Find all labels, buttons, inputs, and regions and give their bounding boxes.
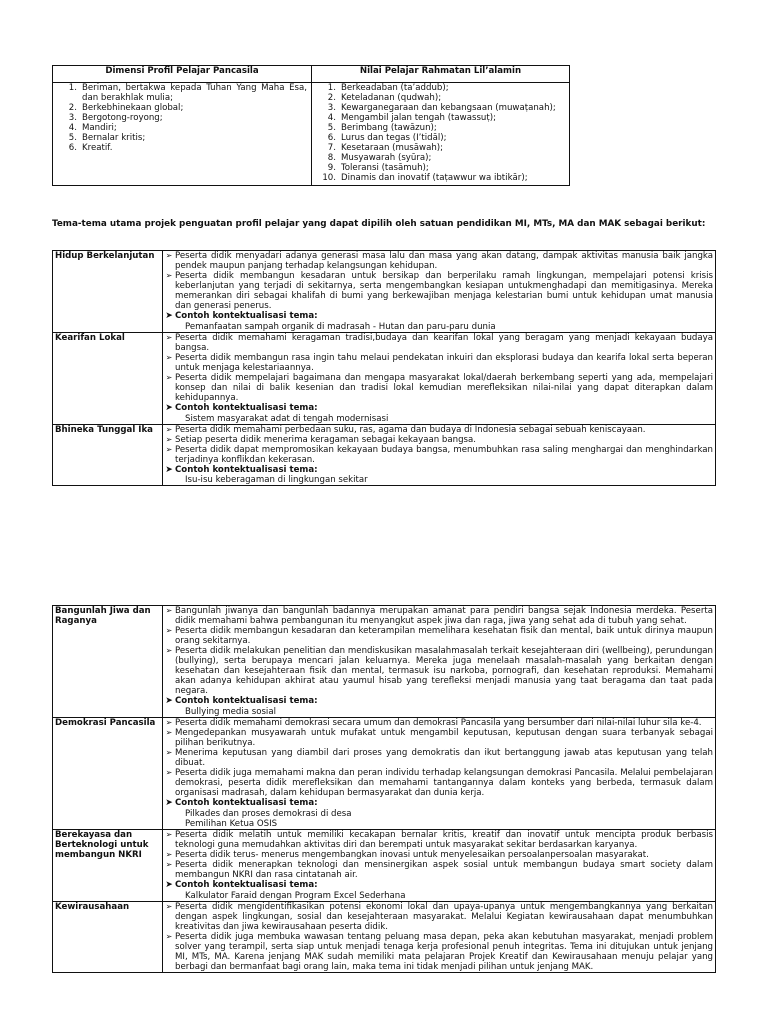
theme-bullet-point xyxy=(163,425,713,435)
profile-dimension-item xyxy=(53,123,311,133)
context-label: Contoh kontektualisasi tema: xyxy=(175,880,318,891)
item-number: 8. xyxy=(327,153,336,164)
theme-name: Hidup Berkelanjutan xyxy=(55,251,155,261)
rahmatan-values-list xyxy=(312,83,569,185)
item-text: Bernalar kritis; xyxy=(82,133,146,144)
theme-row xyxy=(53,424,716,486)
profile-values-table xyxy=(52,65,570,186)
arrow-bullet-icon: ➢ xyxy=(165,444,173,454)
theme-bullet-point xyxy=(163,850,713,860)
theme-bullet-point xyxy=(163,435,713,445)
theme-name-cell xyxy=(53,332,163,424)
arrow-bullet-icon: ➢ xyxy=(165,829,173,839)
theme-bullet-point xyxy=(163,445,713,465)
arrow-bullet-icon: ➢ xyxy=(165,271,173,281)
rahmatan-value-item xyxy=(312,143,569,153)
context-heading xyxy=(163,696,713,707)
theme-name-cell xyxy=(53,251,163,333)
context-heading xyxy=(163,311,713,322)
item-text: Musyawarah (syūra); xyxy=(341,153,432,164)
theme-bullet-point xyxy=(163,902,713,932)
theme-bullet-point xyxy=(163,728,713,748)
theme-bullet-point xyxy=(163,932,713,972)
theme-name: Berekayasa dan Berteknologi untuk membangun NKRI xyxy=(55,829,149,861)
theme-name: Kewirausahaan xyxy=(55,901,130,912)
arrow-bullet-icon: ➢ xyxy=(165,901,173,911)
item-number: 10. xyxy=(322,173,336,184)
bullet-text: Peserta didik menerapkan teknologi dan mensinergikan aspek sosial untuk membangun budaya smart society dalam membangun NKRI dan rasa cintatanah air. xyxy=(175,860,713,881)
context-example: Pemanfaatan sampah organik di madrasah - Hutan dan paru-paru dunia xyxy=(185,321,496,332)
rahmatan-value-item xyxy=(312,83,569,93)
item-number: 1. xyxy=(327,83,336,93)
item-text: Mandiri; xyxy=(82,123,117,134)
rahmatan-value-item xyxy=(312,173,569,183)
item-number: 5. xyxy=(327,123,336,134)
item-text: Beriman, bertakwa kepada Tuhan Yang Maha Esa, dan berakhlak mulia; xyxy=(82,83,307,104)
rahmatan-value-item xyxy=(312,133,569,143)
theme-row xyxy=(53,901,716,972)
item-number: 5. xyxy=(68,133,77,144)
theme-bullet-point xyxy=(163,748,713,768)
item-number: 6. xyxy=(68,143,77,154)
theme-name: Demokrasi Pancasila xyxy=(55,717,156,728)
item-number: 3. xyxy=(68,113,77,124)
arrowhead-bullet-icon: ➤ xyxy=(165,464,173,475)
bullet-text: Setiap peserta didik menerima keragaman sebagai kekayaan bangsa. xyxy=(175,434,476,445)
context-heading xyxy=(163,880,713,891)
context-label: Contoh kontektualisasi tema: xyxy=(175,464,318,475)
theme-name: Bangunlah Jiwa dan Raganya xyxy=(55,606,151,627)
theme-bullet-point xyxy=(163,251,713,271)
item-text: Lurus dan tegas (I’tidāl); xyxy=(341,133,447,144)
rahmatan-value-item xyxy=(312,123,569,133)
context-example: Kalkulator Faraid dengan Program Excel Sederhana xyxy=(185,890,406,901)
item-text: Keteladanan (qudwah); xyxy=(341,93,442,104)
item-text: Bergotong-royong; xyxy=(82,113,163,124)
arrow-bullet-icon: ➢ xyxy=(165,768,173,778)
bullet-text: Peserta didik membangun kesadaran dan keterampilan memelihara kesehatan fisik dan mental, baik untuk dirinya maupun orang sekitarnya. xyxy=(175,626,713,647)
theme-description-cell xyxy=(163,606,716,718)
profile-dimension-list xyxy=(53,83,311,155)
theme-name-cell xyxy=(53,606,163,718)
item-text: Berkebhinekaan global; xyxy=(82,103,184,114)
context-example: Sistem masyarakat adat di tengah modernisasi xyxy=(185,413,389,424)
bullet-text: Peserta didik juga membuka wawasan tentang peluang masa depan, peka akan kebutuhan masyarakat, menjadi problem solver yang terampil, serta siap untuk menjadi tenaga kerja profesional penuh integritas. Tema ini ditujukan untuk jenjang MI, MTs, MA. Karena jenjang MAK sudah memiliki mata pelajaran Projek Kreatif dan Kewirausahaan menuju pelajar yang berbagi dan bermanfaat bagi orang lain, maka tema ini tidak menjadi pilihan untuk jenjang MAK. xyxy=(175,931,713,973)
theme-description-cell xyxy=(163,717,716,829)
theme-bullet-point xyxy=(163,646,713,696)
theme-bullet-point xyxy=(163,860,713,880)
context-label: Contoh kontektualisasi tema: xyxy=(175,798,318,809)
item-text: Kesetaraan (musāwah); xyxy=(341,143,444,154)
profile-dimension-header: Dimensi Profil Pelajar Pancasila xyxy=(53,66,312,83)
item-number: 2. xyxy=(68,103,77,114)
theme-name-cell xyxy=(53,829,163,901)
item-text: Kreatif. xyxy=(82,143,113,154)
bullet-text: Peserta didik juga memahami makna dan peran individu terhadap kelangsungan demokrasi Pancasila. Melalui pembelajaran demokrasi, peserta didik merefleksikan dan memahami tantangannya dalam konteks yang berbeda, termasuk dalam organisasi madrasah, dalam kehidupan bermasyarakat dan dunia kerja. xyxy=(175,768,713,799)
arrowhead-bullet-icon: ➤ xyxy=(165,798,173,809)
profile-dimension-item xyxy=(53,83,311,103)
bullet-text: Peserta didik melakukan penelitian dan mendiskusikan masalahmasalah terkait kesejahteraan diri (wellbeing), perundungan (bullying), serta berupaya mencari jalan keluarnya. Mereka juga menelaah masalah-masalah yang berkaitan dengan kesehatan dan kesejahteraan fisik dan mental, termasuk isu narkoba, pornografi, dan kesehatan reproduksi. Memahami akan adanya kehidupan akhirat atau yaumul hisab yang terefleksi menjadi manusia yang taat beragama dan taat pada negara. xyxy=(175,646,713,697)
theme-row xyxy=(53,829,716,901)
context-label: Contoh kontektualisasi tema: xyxy=(175,403,318,414)
themes-table-page-1 xyxy=(52,250,716,486)
arrow-bullet-icon: ➢ xyxy=(165,373,173,383)
arrow-bullet-icon: ➢ xyxy=(165,332,173,342)
theme-description-cell xyxy=(163,251,716,333)
arrow-bullet-icon: ➢ xyxy=(165,646,173,656)
context-label: Contoh kontektualisasi tema: xyxy=(175,696,318,707)
context-heading xyxy=(163,798,713,809)
theme-description-cell xyxy=(163,901,716,972)
profile-dimension-item xyxy=(53,103,311,113)
profile-dimension-item xyxy=(53,143,311,153)
rahmatan-value-item xyxy=(312,163,569,173)
arrow-bullet-icon: ➢ xyxy=(165,606,173,615)
arrowhead-bullet-icon: ➤ xyxy=(165,311,173,322)
bullet-text: Peserta didik dapat mempromosikan kekayaan budaya bangsa, menumbuhkan rasa saling menghargai dan menghindarkan terjadinya konflikdan kekerasan. xyxy=(175,444,713,465)
arrow-bullet-icon: ➢ xyxy=(165,728,173,738)
theme-bullet-point xyxy=(163,333,713,353)
item-text: Kewarganegaraan dan kebangsaan (muwaṭanah); xyxy=(341,103,556,114)
item-number: 6. xyxy=(327,133,336,144)
bullet-text: Peserta didik menyadari adanya generasi masa lalu dan masa yang akan datang, dampak aktivitas manusia baik jangka pendek maupun panjang terhadap kelangsungan kehidupan. xyxy=(175,251,713,272)
bullet-text: Peserta didik terus- menerus mengembangkan inovasi untuk menyelesaikan persoalanpersoalan masyarakat. xyxy=(175,850,649,861)
bullet-text: Peserta didik membangun kesadaran untuk bersikap dan berperilaku ramah lingkungan, mempelajari potensi krisis keberlanjutan yang terjadi di sekitarnya, serta mengembangkan kesiapan untukmenghadapi dan memitigasinya. Mereka memerankan diri sebagai khalifah di bumi yang berkewajiban menjaga kelestarian bumi untuk kehidupan umat manusia dan generasi penerus. xyxy=(175,271,713,312)
theme-name-cell xyxy=(53,424,163,486)
item-text: Berimbang (tawāzun); xyxy=(341,123,437,134)
item-number: 7. xyxy=(327,143,336,154)
rahmatan-value-item xyxy=(312,153,569,163)
bullet-text: Peserta didik memahami perbedaan suku, ras, agama dan budaya di Indonesia sebagai sebuah keniscayaan. xyxy=(175,424,646,435)
arrow-bullet-icon: ➢ xyxy=(165,424,173,434)
arrow-bullet-icon: ➢ xyxy=(165,931,173,941)
theme-row xyxy=(53,606,716,718)
theme-bullet-point xyxy=(163,768,713,798)
context-heading xyxy=(163,465,713,476)
theme-bullet-point xyxy=(163,718,713,728)
theme-row xyxy=(53,332,716,424)
bullet-text: Peserta didik mempelajari bagaimana dan mengapa masyarakat lokal/daerah berkembang seperti yang ada, mempelajari konsep dan nilai di balik kesenian dan tradisi lokal kemudian merefleksikan nilai-nilai yang dapat diterapkan dalam kehidupannya. xyxy=(175,373,713,404)
item-number: 2. xyxy=(327,93,336,104)
item-text: Toleransi (tasāmuh); xyxy=(341,163,429,174)
arrow-bullet-icon: ➢ xyxy=(165,860,173,870)
theme-bullet-point xyxy=(163,373,713,403)
bullet-text: Mengedepankan musyawarah untuk mufakat untuk mengambil keputusan, keputusan dengan suara terbanyak sebagai pilihan berikutnya. xyxy=(175,728,713,749)
bullet-text: Menerima keputusan yang diambil dari proses yang demokratis dan ikut bertanggung jawab atas keputusan yang telah dibuat. xyxy=(175,748,713,769)
arrowhead-bullet-icon: ➤ xyxy=(165,696,173,707)
rahmatan-values-cell xyxy=(312,83,570,186)
item-number: 4. xyxy=(68,123,77,134)
arrowhead-bullet-icon: ➤ xyxy=(165,403,173,414)
theme-bullet-point xyxy=(163,353,713,373)
theme-description-cell xyxy=(163,332,716,424)
context-example: Pemilihan Ketua OSIS xyxy=(185,818,278,829)
context-label: Contoh kontektualisasi tema: xyxy=(175,311,318,322)
arrow-bullet-icon: ➢ xyxy=(165,850,173,860)
arrow-bullet-icon: ➢ xyxy=(165,626,173,636)
item-number: 1. xyxy=(68,83,77,93)
profile-dimension-item xyxy=(53,133,311,143)
item-text: Mengambil jalan tengah (tawassuṭ); xyxy=(341,113,496,124)
bullet-text: Peserta didik melatih untuk memiliki kecakapan bernalar kritis, kreatif dan inovatif untuk mencipta produk berbasis teknologi guna memudahkan aktivitas diri dan berempati untuk masyarakat sekitar berdasarkan karyanya. xyxy=(175,829,713,851)
bullet-text: Peserta didik memahami demokrasi secara umum dan demokrasi Pancasila yang bersumber dari nilai-nilai luhur sila ke-4. xyxy=(175,717,702,728)
theme-name: Bhineka Tunggal Ika xyxy=(55,424,153,435)
themes-intro-paragraph: Tema-tema utama projek penguatan profil pelajar yang dapat dipilih oleh satuan pendidikan MI, MTs, MA dan MAK sebagai berikut: xyxy=(52,219,706,229)
context-example: Isu-isu keberagaman di lingkungan sekitar xyxy=(185,475,368,486)
theme-bullet-point xyxy=(163,271,713,311)
theme-name: Kearifan Lokal xyxy=(55,332,125,343)
context-example: Bullying media sosial xyxy=(185,706,276,717)
theme-row xyxy=(53,251,716,333)
profile-dimension-item xyxy=(53,113,311,123)
item-text: Dinamis dan inovatif (taṭawwur wa ibtikār); xyxy=(341,173,528,184)
bullet-text: Peserta didik membangun rasa ingin tahu melaui pendekatan inkuiri dan eksplorasi budaya dan kearifa lokal serta beperan untuk menjaga kelestariaannya. xyxy=(175,352,713,373)
theme-row xyxy=(53,717,716,829)
arrow-bullet-icon: ➢ xyxy=(165,352,173,362)
theme-name-cell xyxy=(53,901,163,972)
theme-bullet-point xyxy=(163,606,713,626)
theme-name-cell xyxy=(53,717,163,829)
bullet-text: Bangunlah jiwanya dan bangunlah badannya merupakan amanat para pendiri bangsa sejak Indonesia merdeka. Peserta didik memahami bahwa pembangunan itu menyangkut aspek jiwa dan raga, jiwa yang sehat ada di tubuh yang sehat. xyxy=(175,606,713,627)
arrow-bullet-icon: ➢ xyxy=(165,434,173,444)
arrow-bullet-icon: ➢ xyxy=(165,251,173,260)
arrowhead-bullet-icon: ➤ xyxy=(165,880,173,891)
themes-table-page-2 xyxy=(52,605,716,973)
theme-bullet-point xyxy=(163,830,713,850)
item-text: Berkeadaban (ta’addub); xyxy=(341,83,449,93)
arrow-bullet-icon: ➢ xyxy=(165,748,173,758)
bullet-text: Peserta didik mengidentifikasikan potensi ekonomi lokal dan upaya-upanya untuk mengembangkannya yang berkaitan dengan aspek lingkungan, sosial dan kesejahteraan masyarakat. Melalui Kegiatan kewirausahaan dapat menumbuhkan kreativitas dan jiwa kewirausahaan peserta didik. xyxy=(175,901,713,932)
item-number: 9. xyxy=(327,163,336,174)
arrow-bullet-icon: ➢ xyxy=(165,717,173,727)
item-number: 4. xyxy=(327,113,336,124)
theme-description-cell xyxy=(163,829,716,901)
rahmatan-value-item xyxy=(312,93,569,103)
theme-bullet-point xyxy=(163,626,713,646)
profile-dimension-cell xyxy=(53,83,312,186)
theme-description-cell xyxy=(163,424,716,486)
rahmatan-values-header: Nilai Pelajar Rahmatan Lil’alamin xyxy=(312,66,570,83)
bullet-text: Peserta didik memahami keragaman tradisi,budaya dan kearifan lokal yang beragam yang menjadi kekayaan budaya bangsa. xyxy=(175,332,713,353)
item-number: 3. xyxy=(327,103,336,114)
context-heading xyxy=(163,403,713,414)
rahmatan-value-item xyxy=(312,103,569,113)
rahmatan-value-item xyxy=(312,113,569,123)
context-example: Pilkades dan proses demokrasi di desa xyxy=(185,808,352,819)
